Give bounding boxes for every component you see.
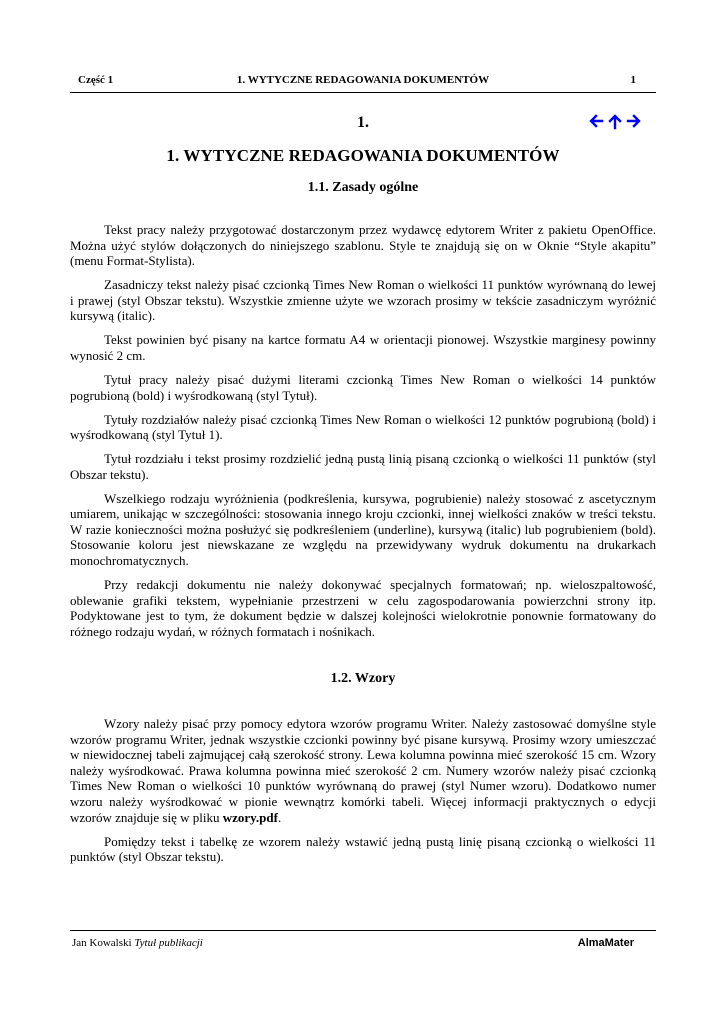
document-title: 1. WYTYCZNE REDAGOWANIA DOKUMENTÓW: [166, 146, 560, 165]
section-heading-formulas: 1.2. Wzory: [330, 671, 396, 686]
header-part: Część 1: [78, 74, 114, 86]
section-formulas-body: [70, 716, 656, 873]
paragraph: [70, 716, 656, 825]
paragraph: Tekst pracy należy przygotować dostarczonym przez wydawcę edytorem Writer z pakietu OpenOffice. Można użyć stylów dołączonych do niniejszego szablonu. Style te znajdują się on w Oknie “Style akapitu” (menu Format-Stylista).: [70, 222, 656, 269]
paragraph: Tekst powinien być pisany na kartce formatu A4 w orientacji pionowej. Wszystkie marginesy powinny wynosić 2 cm.: [70, 332, 656, 363]
section-heading-general-rules: 1.1. Zasady ogólne: [307, 180, 419, 195]
paragraph: Pomiędzy tekst i tabelkę ze wzorem należy wstawić jedną pustą linię pisaną czcionką o wielkości 11 punktów (styl Obszar tekstu).: [70, 833, 656, 865]
paragraph: Tytuły rozdziałów należy pisać czcionką Times New Roman o wielkości 12 punktów pogrubioną (bold) i wyśrodkowaną (styl Tytuł 1).: [70, 411, 656, 443]
header-chapter-title: 1. WYTYCZNE REDAGOWANIA DOKUMENTÓW: [236, 74, 490, 86]
paragraph: Zasadniczy tekst należy pisać czcionką Times New Roman o wielkości 11 punktów wyrównaną do lewej i prawej (styl Obszar tekstu). Wszystkie zmienne użyte we wzorach prosimy w tekście zasadniczym wyróżnić kursywą (italic).: [70, 277, 656, 324]
paragraph: Tytuł pracy należy pisać dużymi literami czcionką Times New Roman o wielkości 14 punktów pogrubioną (bold) i wyśrodkowaną (styl Tytuł).: [70, 371, 656, 403]
arrow-right-icon[interactable]: [626, 112, 642, 130]
author-name: Jan Kowalski: [72, 937, 132, 949]
publication-title: Tytuł publikacji: [134, 937, 203, 949]
paragraph-text: Wzory należy pisać przy pomocy edytora wzorów programu Writer. Należy zastosować domyślne style wzorów programu Writer, jednak wszystkie czcionki powinny być pisane kursywą. Prosimy wzory umieszczać w niewidocznej tabeli zajmującej całą szerokość strony. Lewa kolumna powinna mieć szerokość 15 cm. Wzory należy wyśrodkować. Prawa kolumna powinna mieć szerokość 2 cm. Numery wzorów należy pisać czcionką Times New Roman o wielkości 10 punktów wyrównaną do prawej (styl Numer wzoru). Dodatkowo numer wzoru należy wyśrodkować w pionie wewnątrz komórki tabeli. Więcej informacji praktycznych o edycji wzorów znajduje się w pliku: [70, 716, 656, 825]
file-name-link[interactable]: wzory.pdf: [222, 809, 278, 825]
paragraph: Przy redakcji dokumentu nie należy dokonywać specjalnych formatowań; np. wieloszpaltowość, oblewanie grafiki tekstem, wypełnianie przestrzeni w celu zagospodarowania powierzchni strony itp. Podyktowane jest to tym, że dokument będzie w dalszej kolejności wielokrotnie ponownie formatowany do różnego rodzaju wydań, w różnych formatach i nośnikach.: [70, 577, 656, 639]
paragraph: Tytuł rozdziału i tekst prosimy rozdzielić jedną pustą linią pisaną czcionką o wielkości 11 punktów (styl Obszar tekstu).: [70, 451, 656, 482]
navigation-icons: [588, 112, 642, 132]
paragraph-end: .: [277, 809, 282, 825]
chapter-number: 1.: [357, 114, 369, 131]
arrow-left-icon[interactable]: [588, 112, 604, 130]
footer-author: [72, 937, 203, 949]
paragraph: Wszelkiego rodzaju wyróżnienia (podkreślenia, kursywa, pogrubienie) należy stosować z ascetycznym umiarem, unikając w szczególności: stosowania innego kroju czcionki, innej wielkości znaków w treści tekstu. W razie konieczności można posłużyć się podkreśleniem (underline), kursywą (italic) lub pogrubieniem (bold). Stosowanie koloru jest niewskazane ze względu na przewidywany wydruk dokumentu na drukarkach monochromatycznych.: [70, 490, 656, 569]
arrow-up-icon[interactable]: [607, 112, 623, 130]
section-general-rules-body: [70, 222, 656, 648]
publisher-brand: AlmaMater: [577, 937, 634, 949]
running-footer: [70, 930, 656, 953]
running-header: [70, 72, 656, 93]
header-page-number: 1: [630, 74, 636, 86]
